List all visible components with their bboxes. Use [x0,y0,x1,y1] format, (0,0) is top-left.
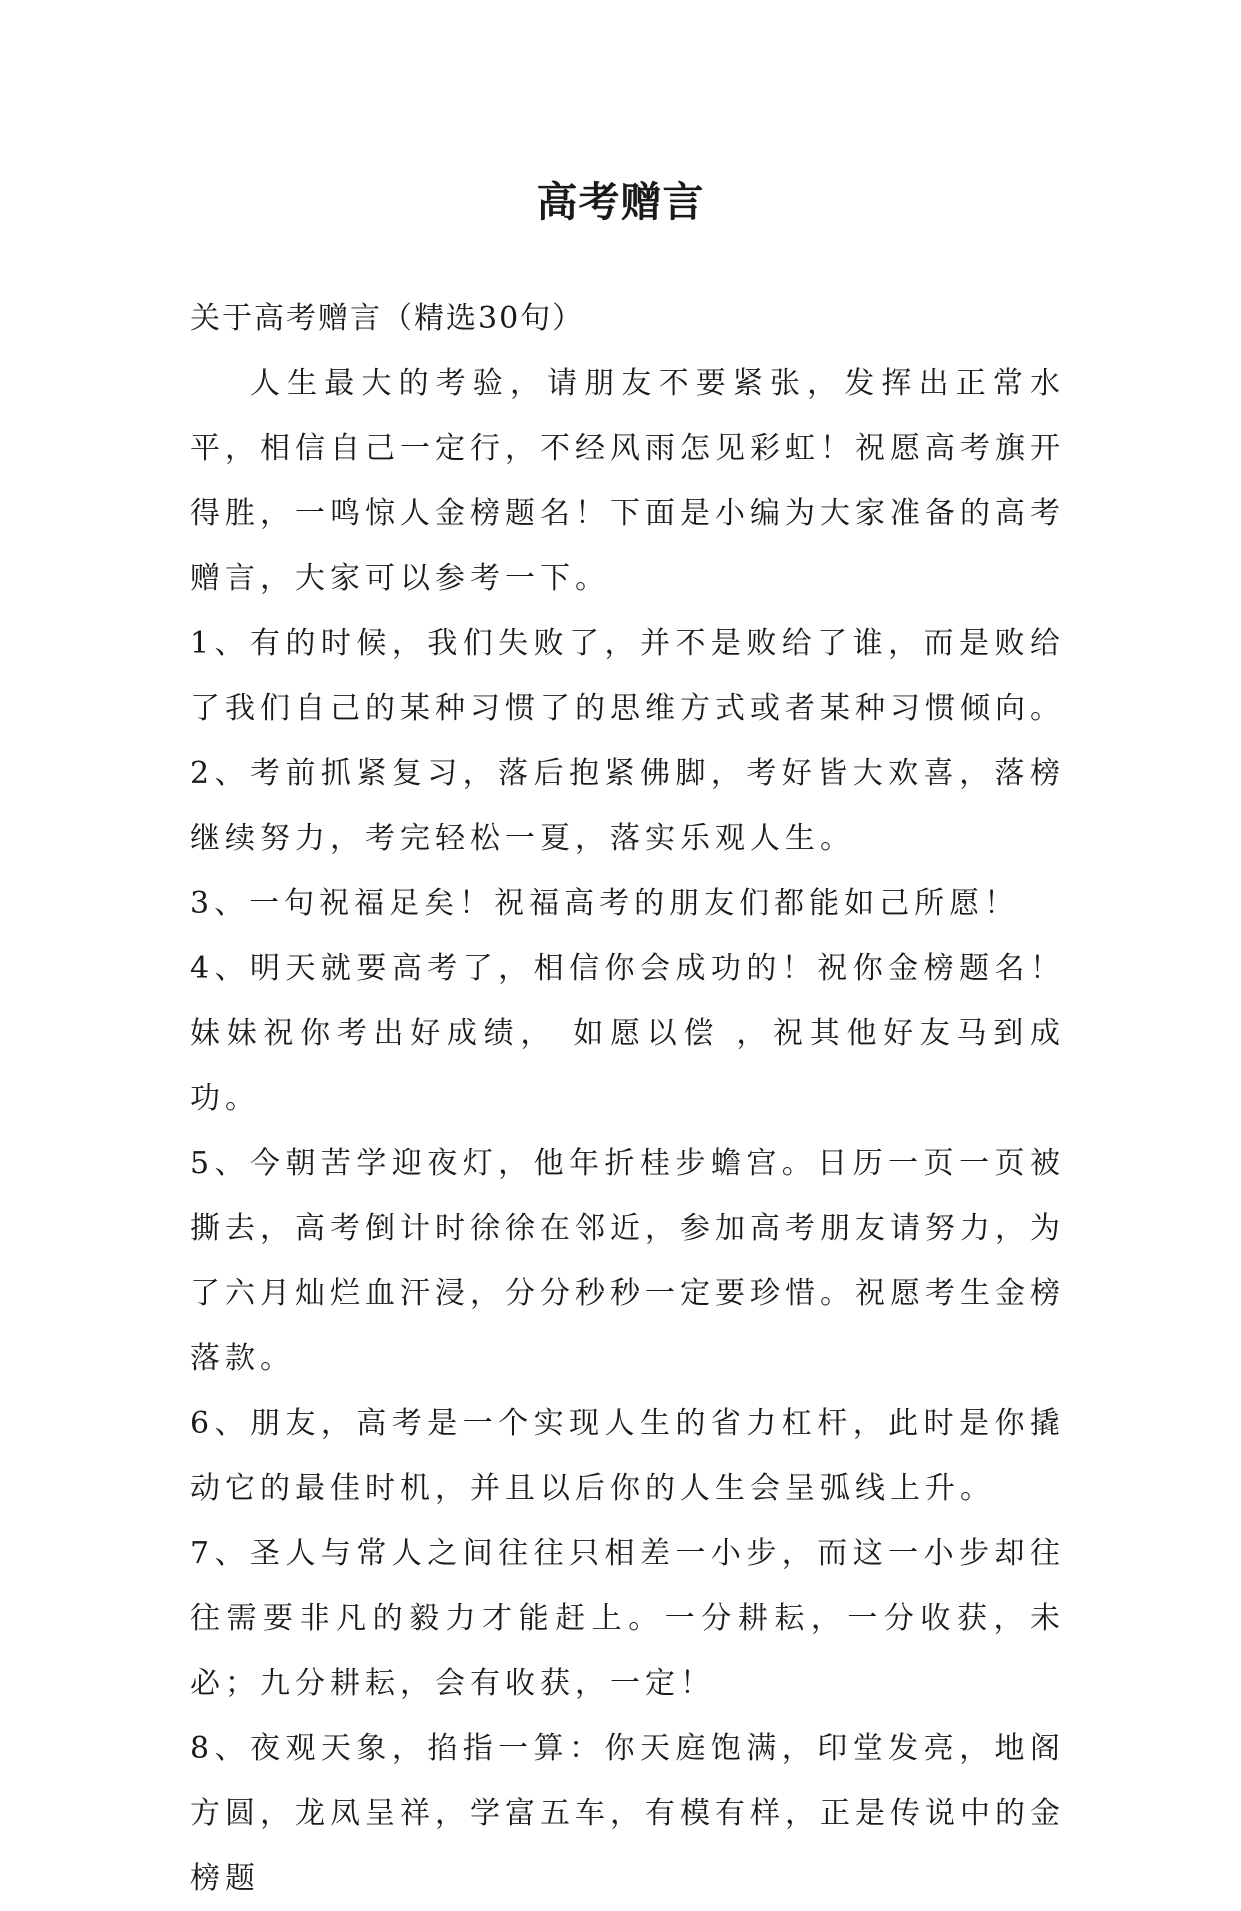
quote-item: 5、今朝苦学迎夜灯，他年折桂步蟾宫。日历一页一页被撕去，高考倒计时徐徐在邻近，参加高考朋友请努力，为了六月灿烂血汗浸，分分秒秒一定要珍惜。祝愿考生金榜落款。 [190,1146,1065,1376]
quote-item: 2、考前抓紧复习，落后抱紧佛脚，考好皆大欢喜，落榜继续努力，考完轻松一夏，落实乐观人生。 [190,756,1065,856]
document-subtitle: 关于高考赠言（精选30句） [190,301,585,336]
quote-item: 3、一句祝福足矣！祝福高考的朋友们都能如己所愿！ [190,886,1020,921]
quote-item: 6、朋友，高考是一个实现人生的省力杠杆，此时是你撬动它的最佳时机，并且以后你的人生会呈弧线上升。 [190,1406,1065,1506]
quote-item: 8、夜观天象，掐指一算：你天庭饱满，印堂发亮，地阁方圆，龙凤呈祥，学富五车，有模有样，正是传说中的金榜题 [190,1731,1065,1896]
intro-paragraph: 人生最大的考验，请朋友不要紧张，发挥出正常水平，相信自己一定行，不经风雨怎见彩虹！祝愿高考旗开得胜，一鸣惊人金榜题名！下面是小编为大家准备的高考赠言，大家可以参考一下。 [190,366,1065,596]
document-title: 高考赠言 [536,178,705,227]
quote-item: 4、明天就要高考了，相信你会成功的！祝你金榜题名！妹妹祝你考出好成绩， 如愿以偿 ，祝其他好友马到成功。 [190,951,1065,1116]
document-body [190,286,1065,1911]
quote-item: 1、有的时候，我们失败了，并不是败给了谁，而是败给了我们自己的某种习惯了的思维方式或者某种习惯倾向。 [190,626,1065,726]
quote-item: 7、圣人与常人之间往往只相差一小步，而这一小步却往往需要非凡的毅力才能赶上。一分耕耘，一分收获，未必；九分耕耘，会有收获，一定！ [190,1536,1065,1701]
